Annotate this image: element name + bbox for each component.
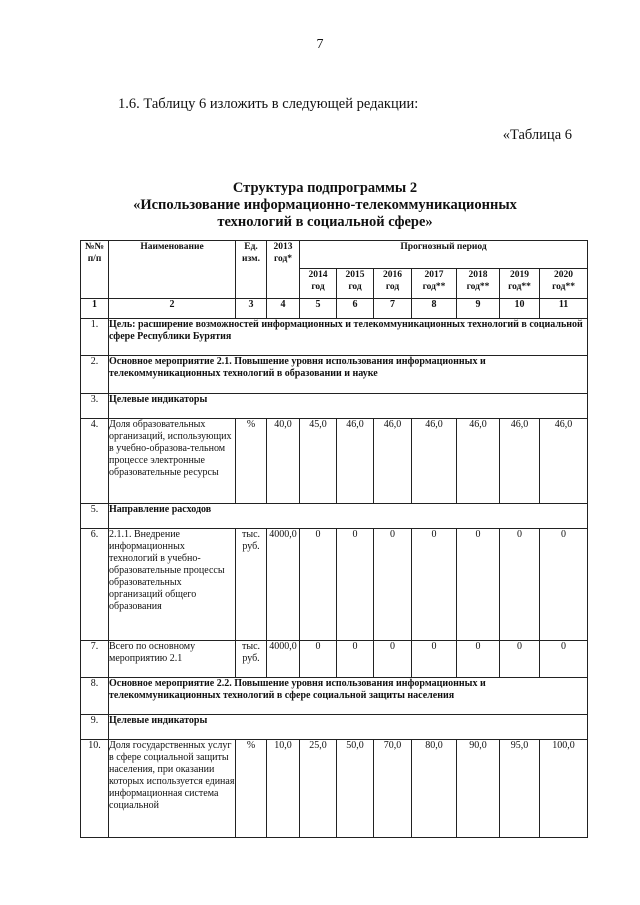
value-cell: 46,0 bbox=[374, 419, 412, 504]
header-name: Наименование bbox=[109, 241, 236, 299]
table-row bbox=[81, 641, 588, 678]
value-cell: 0 bbox=[457, 641, 500, 678]
value-cell: 0 bbox=[412, 641, 457, 678]
header-year: 2016 год bbox=[374, 269, 412, 299]
value-cell: 70,0 bbox=[374, 740, 412, 838]
value-cell: 80,0 bbox=[412, 740, 457, 838]
table-row bbox=[81, 356, 588, 394]
indicator-name: Доля государственных услуг в сфере социальной защиты населения, при оказании которых используется единая информационная система социальной bbox=[109, 740, 236, 838]
table-row bbox=[81, 529, 588, 641]
header-year: 2017 год** bbox=[412, 269, 457, 299]
value-cell: 100,0 bbox=[540, 740, 588, 838]
row-number: 9. bbox=[81, 715, 109, 740]
row-number: 6. bbox=[81, 529, 109, 641]
section-heading: Целевые индикаторы bbox=[109, 394, 588, 419]
page-number: 7 bbox=[316, 37, 324, 52]
row-number: 3. bbox=[81, 394, 109, 419]
header-forecast: Прогнозный период bbox=[300, 241, 588, 269]
column-number: 7 bbox=[374, 299, 412, 319]
structure-table bbox=[80, 240, 588, 838]
column-number: 11 bbox=[540, 299, 588, 319]
header-year: 2014 год bbox=[300, 269, 337, 299]
column-number: 3 bbox=[236, 299, 267, 319]
table-row bbox=[81, 419, 588, 504]
column-number: 6 bbox=[337, 299, 374, 319]
column-number: 5 bbox=[300, 299, 337, 319]
value-cell: 46,0 bbox=[412, 419, 457, 504]
section-heading: Целевые индикаторы bbox=[109, 715, 588, 740]
value-cell: 25,0 bbox=[300, 740, 337, 838]
section-heading: Основное мероприятие 2.2. Повышение уровня использования информационных и телекоммуникационных технологий в сфере социальной защиты населения bbox=[109, 678, 588, 715]
value-cell: 0 bbox=[337, 641, 374, 678]
section-heading: Цель: расширение возможностей информационных и телекоммуникационных технологий в социальной сфере Республики Бурятия bbox=[109, 319, 588, 356]
row-number: 5. bbox=[81, 504, 109, 529]
title-line: «Использование информационно-телекоммуникационных bbox=[133, 197, 517, 213]
value-cell: 0 bbox=[540, 529, 588, 641]
value-cell: 0 bbox=[500, 641, 540, 678]
table-row bbox=[81, 319, 588, 356]
value-cell: 46,0 bbox=[500, 419, 540, 504]
value-cell: 46,0 bbox=[457, 419, 500, 504]
intro-text: 1.6. Таблицу 6 изложить в следующей редакции: bbox=[118, 96, 419, 112]
column-number: 4 bbox=[267, 299, 300, 319]
table-row bbox=[81, 740, 588, 838]
header-year: 2015 год bbox=[337, 269, 374, 299]
column-number: 10 bbox=[500, 299, 540, 319]
value-cell: 0 bbox=[300, 641, 337, 678]
value-cell: 0 bbox=[500, 529, 540, 641]
row-number: 2. bbox=[81, 356, 109, 394]
title-line: технологий в социальной сфере» bbox=[217, 214, 433, 230]
column-number: 2 bbox=[109, 299, 236, 319]
column-number: 8 bbox=[412, 299, 457, 319]
value-cell: 0 bbox=[337, 529, 374, 641]
unit-cell: тыс. руб. bbox=[236, 529, 267, 641]
unit-cell: % bbox=[236, 740, 267, 838]
value-cell: 90,0 bbox=[457, 740, 500, 838]
value-cell: 4000,0 bbox=[267, 529, 300, 641]
table-row bbox=[81, 715, 588, 740]
section-heading: Направление расходов bbox=[109, 504, 588, 529]
value-cell: 0 bbox=[374, 641, 412, 678]
value-cell: 4000,0 bbox=[267, 641, 300, 678]
value-cell: 40,0 bbox=[267, 419, 300, 504]
table-reference: «Таблица 6 bbox=[502, 127, 572, 143]
row-number: 8. bbox=[81, 678, 109, 715]
value-cell: 0 bbox=[412, 529, 457, 641]
row-number: 10. bbox=[81, 740, 109, 838]
value-cell: 0 bbox=[374, 529, 412, 641]
header-num: №№ п/п bbox=[81, 241, 109, 299]
value-cell: 45,0 bbox=[300, 419, 337, 504]
column-number: 1 bbox=[81, 299, 109, 319]
indicator-name: Доля образовательных организаций, использующих в учебно-образова-тельном процессе электронные образовательные ресурсы bbox=[109, 419, 236, 504]
value-cell: 10,0 bbox=[267, 740, 300, 838]
value-cell: 50,0 bbox=[337, 740, 374, 838]
row-number: 4. bbox=[81, 419, 109, 504]
header-base-year: 2013 год* bbox=[267, 241, 300, 299]
value-cell: 0 bbox=[300, 529, 337, 641]
value-cell: 95,0 bbox=[500, 740, 540, 838]
section-heading: Основное мероприятие 2.1. Повышение уровня использования информационных и телекоммуникационных технологий в образовании и науке bbox=[109, 356, 588, 394]
header-year: 2020 год** bbox=[540, 269, 588, 299]
indicator-name: Всего по основному мероприятию 2.1 bbox=[109, 641, 236, 678]
table-row bbox=[81, 504, 588, 529]
unit-cell: тыс. руб. bbox=[236, 641, 267, 678]
value-cell: 0 bbox=[457, 529, 500, 641]
table-row bbox=[81, 678, 588, 715]
row-number: 7. bbox=[81, 641, 109, 678]
indicator-name: 2.1.1. Внедрение информационных технологий в учебно-образовательные процессы образовательных организаций общего образования bbox=[109, 529, 236, 641]
value-cell: 46,0 bbox=[540, 419, 588, 504]
header-unit: Ед. изм. bbox=[236, 241, 267, 299]
table-title bbox=[90, 180, 560, 231]
unit-cell: % bbox=[236, 419, 267, 504]
column-number: 9 bbox=[457, 299, 500, 319]
header-year: 2018 год** bbox=[457, 269, 500, 299]
value-cell: 46,0 bbox=[337, 419, 374, 504]
value-cell: 0 bbox=[540, 641, 588, 678]
title-line: Структура подпрограммы 2 bbox=[232, 180, 418, 196]
table-row bbox=[81, 394, 588, 419]
header-year: 2019 год** bbox=[500, 269, 540, 299]
row-number: 1. bbox=[81, 319, 109, 356]
